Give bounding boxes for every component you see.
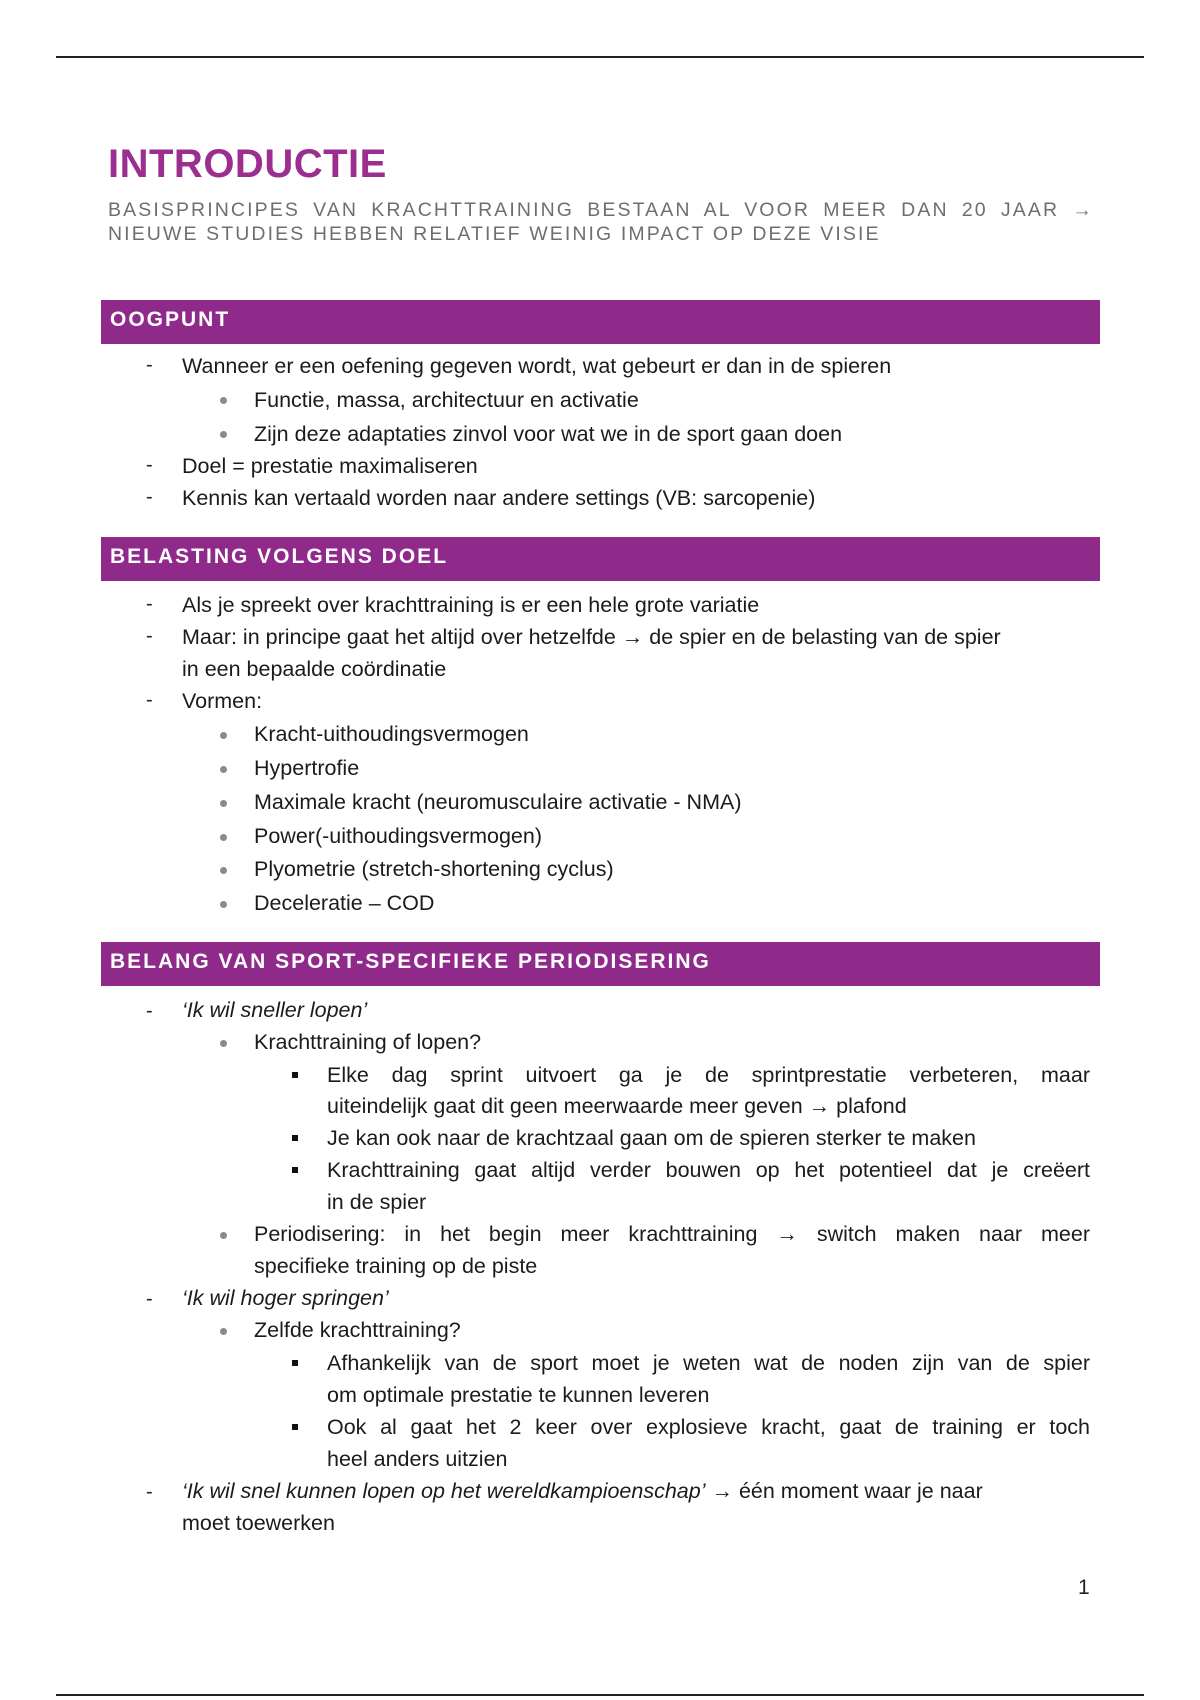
list-item-continuation: specifieke training op de piste xyxy=(254,1254,538,1278)
circle-bullet xyxy=(220,800,227,807)
list-item xyxy=(182,1477,1090,1505)
square-bullet xyxy=(292,1072,298,1078)
quote-followup: → één moment waar je naar xyxy=(705,1479,983,1503)
square-bullet xyxy=(292,1167,298,1173)
list-item: Deceleratie – COD xyxy=(254,891,435,915)
dash-bullet: - xyxy=(146,593,153,615)
section-heading-belasting: BELASTING VOLGENS DOEL xyxy=(101,537,1100,581)
list-item-continuation: uiteindelijk gaat dit geen meerwaarde meer geven → plafond xyxy=(327,1094,907,1118)
dash-bullet: - xyxy=(146,486,153,508)
list-item: Krachttraining of lopen? xyxy=(254,1030,482,1054)
section-heading-oogpunt: OOGPUNT xyxy=(101,300,1100,344)
list-item: Hypertrofie xyxy=(254,756,360,780)
circle-bullet xyxy=(220,431,227,438)
dash-bullet: - xyxy=(146,625,153,647)
list-item: Kracht-uithoudingsvermogen xyxy=(254,722,529,746)
list-item: Zijn deze adaptaties zinvol voor wat we in de sport gaan doen xyxy=(254,422,843,446)
dash-bullet: - xyxy=(146,354,153,376)
page-title: INTRODUCTIE xyxy=(108,142,387,186)
circle-bullet xyxy=(220,901,227,908)
list-item: Plyometrie (stretch-shortening cyclus) xyxy=(254,857,614,881)
section-heading-belang: BELANG VAN SPORT-SPECIFIEKE PERIODISERING xyxy=(101,942,1100,986)
quote-text: ‘Ik wil snel kunnen lopen op het wereldkampioenschap’ xyxy=(182,1479,706,1503)
square-bullet xyxy=(292,1135,298,1141)
list-item: ‘Ik wil hoger springen’ xyxy=(182,1286,389,1310)
dash-bullet: - xyxy=(146,689,153,711)
square-bullet xyxy=(292,1360,298,1366)
list-item: Je kan ook naar de krachtzaal gaan om de spieren sterker te maken xyxy=(327,1126,976,1150)
circle-bullet xyxy=(220,1232,227,1239)
list-item: Elke dag sprint uitvoert ga je de sprintprestatie verbeteren, maar xyxy=(327,1063,1090,1087)
dash-bullet: - xyxy=(146,1000,153,1022)
list-item: Zelfde krachttraining? xyxy=(254,1318,461,1342)
circle-bullet xyxy=(220,732,227,739)
list-item: Maar: in principe gaat het altijd over hetzelfde → de spier en de belasting van de spier xyxy=(182,625,1001,649)
page-number: 1 xyxy=(1078,1576,1090,1599)
circle-bullet xyxy=(220,397,227,404)
circle-bullet xyxy=(220,1040,227,1047)
dash-bullet: - xyxy=(146,454,153,476)
list-item-continuation: moet toewerken xyxy=(182,1511,335,1535)
list-item: Functie, massa, architectuur en activatie xyxy=(254,388,639,412)
list-item: Vormen: xyxy=(182,689,263,713)
list-item: Als je spreekt over krachttraining is er een hele grote variatie xyxy=(182,593,760,617)
list-item: Kennis kan vertaald worden naar andere settings (VB: sarcopenie) xyxy=(182,486,816,510)
list-item-continuation: om optimale prestatie te kunnen leveren xyxy=(327,1383,710,1407)
list-item-continuation: heel anders uitzien xyxy=(327,1447,508,1471)
intro-subtitle: BASISPRINCIPES VAN KRACHTTRAINING BESTAAN AL VOOR MEER DAN 20 JAAR → NIEUWE STUDIES HEBBEN RELATIEF WEINIG IMPACT OP DEZE VISIE xyxy=(108,199,1094,245)
list-item: Power(-uithoudingsvermogen) xyxy=(254,824,543,848)
top-rule xyxy=(56,56,1144,58)
list-item: Krachttraining gaat altijd verder bouwen op het potentieel dat je creëert xyxy=(327,1158,1090,1182)
list-item: Periodisering: in het begin meer krachttraining → switch maken naar meer xyxy=(254,1222,1090,1246)
list-item: Ook al gaat het 2 keer over explosieve kracht, gaat de training er toch xyxy=(327,1415,1090,1439)
bottom-rule xyxy=(56,1694,1144,1696)
dash-bullet: - xyxy=(146,1288,153,1310)
list-item: Doel = prestatie maximaliseren xyxy=(182,454,478,478)
circle-bullet xyxy=(220,766,227,773)
dash-bullet: - xyxy=(146,1481,153,1503)
list-item: Wanneer er een oefening gegeven wordt, wat gebeurt er dan in de spieren xyxy=(182,354,892,378)
square-bullet xyxy=(292,1424,298,1430)
list-item-continuation: in de spier xyxy=(327,1190,427,1214)
list-item: Afhankelijk van de sport moet je weten wat de noden zijn van de spier xyxy=(327,1351,1090,1375)
list-item-continuation: in een bepaalde coördinatie xyxy=(182,657,447,681)
list-item: ‘Ik wil sneller lopen’ xyxy=(182,998,368,1022)
circle-bullet xyxy=(220,1328,227,1335)
list-item: Maximale kracht (neuromusculaire activatie - NMA) xyxy=(254,790,742,814)
circle-bullet xyxy=(220,834,227,841)
circle-bullet xyxy=(220,867,227,874)
